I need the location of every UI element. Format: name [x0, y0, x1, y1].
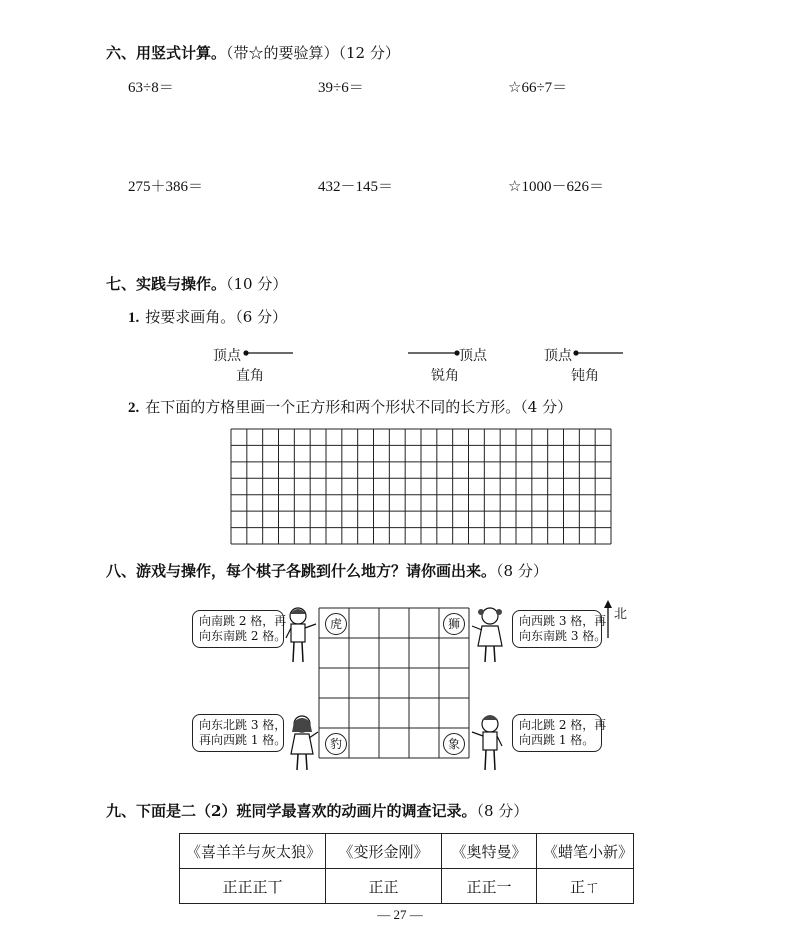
vertex-label-3: 顶点	[544, 348, 572, 364]
question-7-1-text: 按要求画角。（6 分）	[145, 308, 288, 326]
survey-header-cell: 《喜羊羊与灰太狼》	[180, 834, 326, 869]
survey-tally-cell: 正ㄒ	[537, 869, 634, 904]
speech-bubble-leopard	[192, 714, 287, 752]
question-7-2	[128, 396, 572, 417]
bubble-2-line-2: 向东南跳 3 格。	[519, 629, 607, 643]
survey-tally-cell: 正正	[326, 869, 442, 904]
vertex-label-1: 顶点	[213, 348, 241, 364]
piece-tiger[interactable]: 虎	[325, 613, 347, 635]
boy-illustration-icon	[284, 604, 320, 668]
section-9-title	[106, 800, 528, 821]
angle-ray-3	[572, 348, 628, 358]
speech-bubble-elephant	[512, 714, 607, 752]
question-7-1	[128, 306, 287, 327]
section-7-heading: 七、实践与操作。	[106, 275, 227, 293]
question-7-2-text: 在下面的方格里画一个正方形和两个形状不同的长方形。（4 分）	[145, 398, 573, 416]
vertex-label-2: 顶点	[459, 348, 487, 364]
speech-bubble-lion	[512, 610, 607, 648]
bubble-4-line-1: 向北跳 2 格，再	[519, 718, 607, 732]
question-7-2-number: 2.	[128, 400, 140, 416]
bubble-4-line-2: 向西跳 1 格。	[519, 733, 595, 747]
speech-bubble-tiger	[192, 610, 287, 648]
survey-header-cell: 《蜡笔小新》	[537, 834, 634, 869]
girl-illustration-icon	[470, 604, 506, 668]
bubble-3-line-2: 再向西跳 1 格。	[199, 733, 287, 747]
square-grid[interactable]	[230, 428, 612, 545]
equation-2: 39÷6＝	[318, 80, 364, 96]
section-7-title	[106, 273, 287, 294]
bubble-1-line-1: 向南跳 2 格，再	[199, 614, 287, 628]
section-6-note: （带☆的要验算）（12 分）	[226, 44, 400, 62]
page-number: — 27 —	[377, 907, 423, 922]
piece-lion[interactable]: 狮	[443, 613, 465, 635]
piece-elephant[interactable]: 象	[443, 733, 465, 755]
bubble-3-line-1: 向东北跳 3 格，	[199, 718, 287, 732]
survey-header-row	[180, 834, 634, 869]
section-9-note: （8 分）	[476, 802, 529, 820]
section-9-heading: 九、下面是二（2）班同学最喜欢的动画片的调查记录。	[106, 802, 477, 820]
bubble-2-line-1: 向西跳 3 格，再	[519, 614, 607, 628]
boy-2-illustration-icon	[470, 712, 506, 776]
angle-label-obtuse: 钝角	[571, 368, 599, 384]
survey-tally-cell: 正正正丅	[180, 869, 326, 904]
angle-label-acute: 锐角	[431, 368, 459, 384]
survey-tally-cell: 正正一	[442, 869, 537, 904]
survey-tally-row	[180, 869, 634, 904]
survey-table	[179, 833, 634, 904]
bubble-1-line-2: 向东南跳 2 格。	[199, 629, 287, 643]
section-6-title	[106, 42, 400, 63]
equation-1: 63÷8＝	[128, 80, 174, 96]
angle-ray-2	[406, 348, 462, 358]
angle-ray-1	[242, 348, 298, 358]
equation-4: 275＋386＝	[128, 179, 204, 195]
section-8-title	[106, 560, 548, 581]
piece-leopard[interactable]: 豹	[325, 733, 347, 755]
equation-3: ☆66÷7＝	[508, 80, 568, 96]
survey-header-cell: 《变形金刚》	[326, 834, 442, 869]
angle-label-right: 直角	[236, 368, 264, 384]
equation-6: ☆1000－626＝	[508, 179, 604, 195]
section-8-heading: 八、游戏与操作，每个棋子各跳到什么地方？请你画出来。	[106, 562, 497, 580]
question-7-1-number: 1.	[128, 310, 140, 326]
equation-5: 432－145＝	[318, 179, 394, 195]
section-6-heading: 六、用竖式计算。	[106, 44, 227, 62]
section-7-note: （10 分）	[226, 275, 288, 293]
north-label: 北	[614, 607, 628, 622]
girl-2-illustration-icon	[286, 712, 320, 776]
section-8-note: （8 分）	[496, 562, 548, 580]
survey-header-cell: 《奥特曼》	[442, 834, 537, 869]
